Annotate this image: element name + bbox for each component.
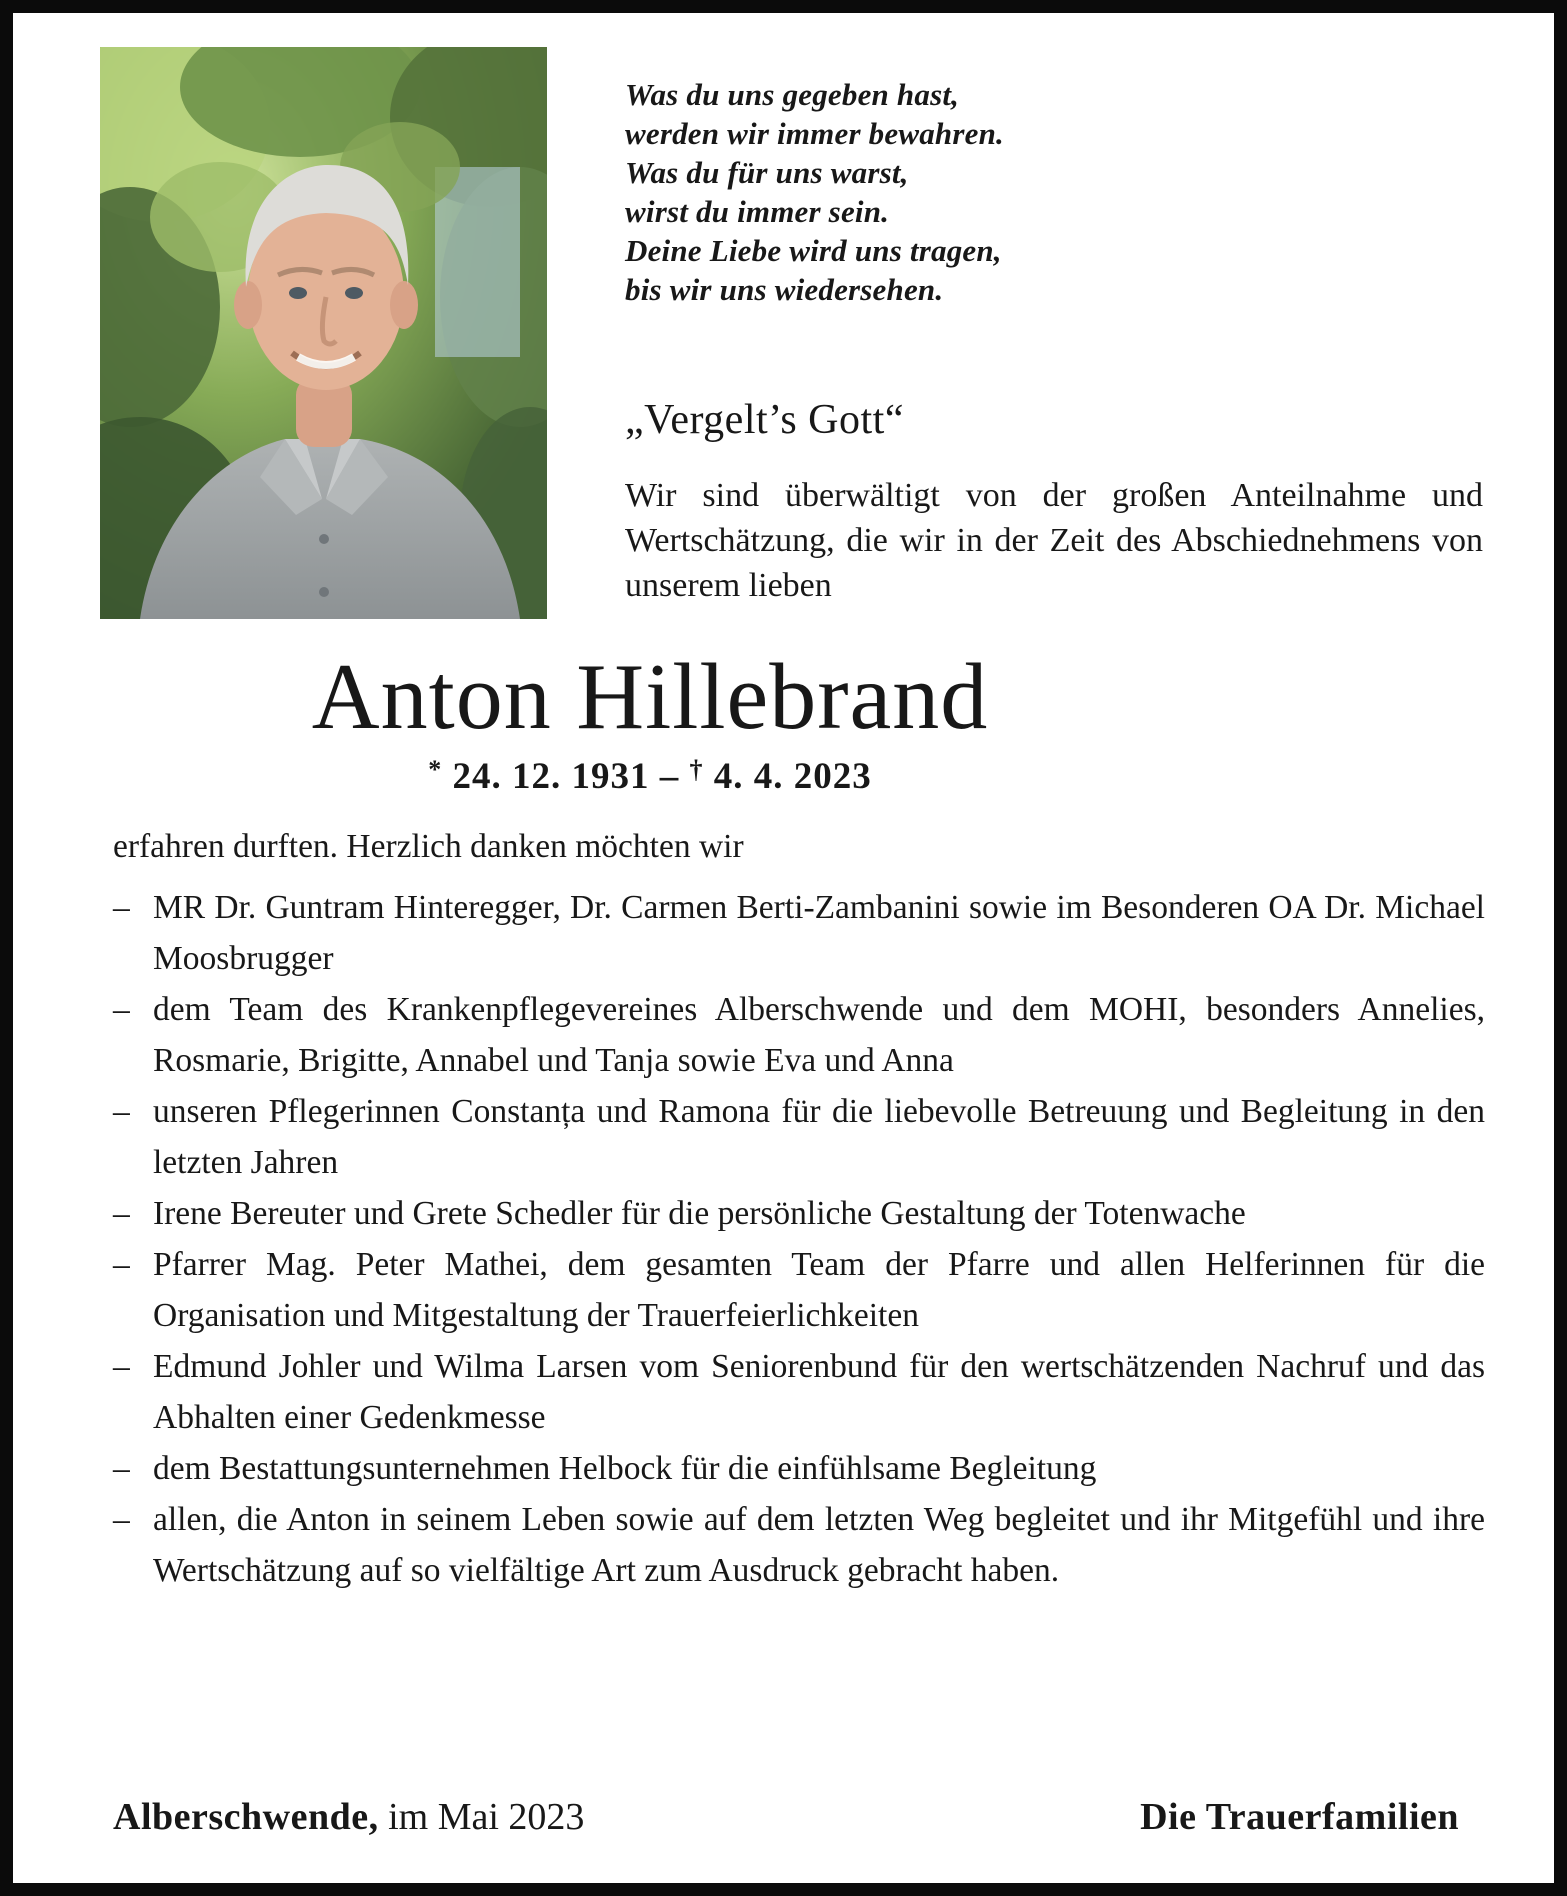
thanks-text: MR Dr. Guntram Hinteregger, Dr. Carmen Berti-Zambanini sowie im Besonderen OA Dr. Michael Moosbrugger: [153, 889, 1485, 977]
list-dash: –: [113, 1195, 130, 1232]
poem-line: werden wir immer bewahren.: [625, 116, 1004, 151]
thanks-text: Irene Bereuter und Grete Schedler für die persönliche Gestaltung der Totenwache: [153, 1195, 1246, 1232]
thanks-item: [113, 1239, 1485, 1341]
thanks-item: [113, 1443, 1485, 1494]
footer-place-date: [113, 1795, 584, 1839]
thanks-item: [113, 882, 1485, 984]
death-date: 4. 4. 2023: [713, 756, 872, 797]
death-symbol: †: [689, 755, 704, 784]
memorial-poem: [625, 75, 1004, 309]
list-dash: –: [113, 1246, 130, 1283]
poem-line: Deine Liebe wird uns tragen,: [625, 233, 1002, 268]
portrait-photo-graphic: [100, 47, 547, 619]
list-dash: –: [113, 1501, 130, 1538]
thanks-text: dem Team des Krankenpflegevereines Alberschwende und dem MOHI, besonders Annelies, Rosmarie, Brigitte, Annabel und Tanja sowie Eva und Anna: [153, 991, 1485, 1079]
intro-paragraph: Wir sind überwältigt von der großen Anteilnahme und Wertschätzung, die wir in der Zeit des Abschiednehmens von unserem lieben: [625, 477, 1483, 604]
thanks-text: unseren Pflegerinnen Constanța und Ramona für die liebevolle Betreuung und Begleitung in den letzten Jahren: [153, 1093, 1485, 1181]
dates-separator: –: [659, 756, 680, 797]
birth-symbol: *: [428, 755, 443, 784]
vergelts-gott-quote: „Vergelt’s Gott“: [625, 397, 904, 443]
list-dash: –: [113, 889, 130, 926]
birth-date: 24. 12. 1931: [452, 756, 650, 797]
list-dash: –: [113, 1450, 130, 1487]
thanks-text: allen, die Anton in seinem Leben sowie auf dem letzten Weg begleitet und ihr Mitgefühl und ihre Wertschätzung auf so vielfältige Art zum Ausdruck gebracht haben.: [153, 1501, 1485, 1589]
portrait-photo: [100, 47, 547, 619]
continuation-line: erfahren durften. Herzlich danken möchten wir: [113, 828, 744, 865]
thanks-section: [113, 821, 1485, 1596]
thanks-text: dem Bestattungsunternehmen Helbock für die einfühlsame Begleitung: [153, 1450, 1097, 1487]
thanks-item: [113, 1341, 1485, 1443]
footer-place: Alberschwende,: [113, 1796, 379, 1838]
thanks-text: Pfarrer Mag. Peter Mathei, dem gesamten Team der Pfarre und allen Helferinnen für die Organisation und Mitgestaltung der Trauerfeierlichkeiten: [153, 1246, 1485, 1334]
thanks-item: [113, 1086, 1485, 1188]
life-dates: [100, 755, 1200, 798]
poem-line: Was du für uns warst,: [625, 155, 909, 190]
list-dash: –: [113, 1348, 130, 1385]
thanks-item: [113, 984, 1485, 1086]
poem-line: Was du uns gegeben hast,: [625, 77, 960, 112]
footer-signature: Die Trauerfamilien: [1140, 1796, 1459, 1838]
poem-line: wirst du immer sein.: [625, 194, 890, 229]
deceased-name: Anton Hillebrand: [311, 645, 989, 749]
footer-date: im Mai 2023: [388, 1796, 585, 1838]
thanks-text: Edmund Johler und Wilma Larsen vom Seniorenbund für den wertschätzenden Nachruf und das Abhalten einer Gedenkmesse: [153, 1348, 1485, 1436]
thanks-item: [113, 1188, 1485, 1239]
footer: [113, 1795, 1459, 1839]
thanks-item: [113, 1494, 1485, 1596]
list-dash: –: [113, 991, 130, 1028]
list-dash: –: [113, 1093, 130, 1130]
poem-line: bis wir uns wiedersehen.: [625, 272, 944, 307]
